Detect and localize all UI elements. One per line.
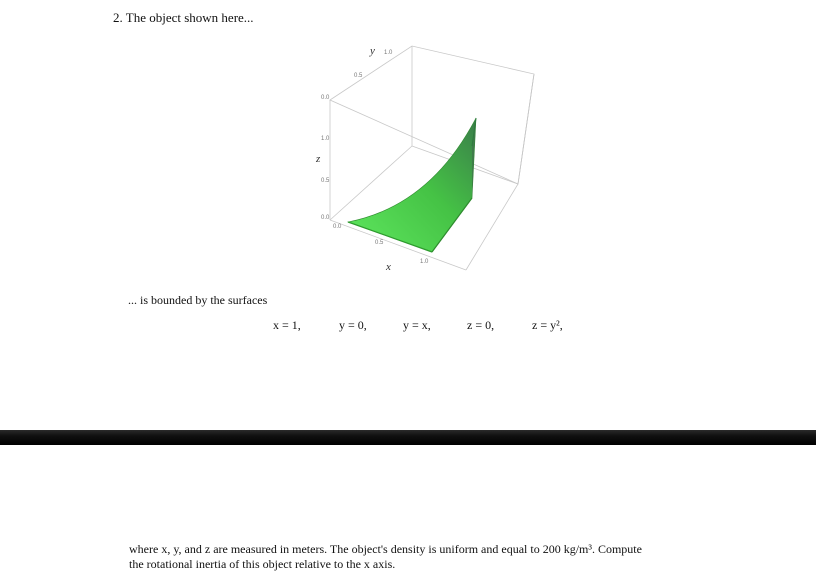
x-tick-0: 0.0 (333, 224, 342, 230)
equation-y-0: y = 0, (339, 318, 367, 332)
z-axis-label: z (316, 153, 321, 165)
equation-x-1: x = 1, (273, 318, 301, 332)
bounded-text: ... is bounded by the surfaces (128, 293, 268, 307)
surface-equations (270, 318, 590, 336)
paragraph-line-1: where x, y, and z are measured in meters. The object's density is uniform and equal to 200 kg/m³. Compute (129, 542, 642, 556)
page-divider (0, 430, 816, 445)
x-axis-label: x (386, 261, 391, 273)
y-tick-0: 0.0 (321, 95, 330, 101)
z-tick-2: 1.0 (321, 136, 330, 142)
y-axis-label: y (370, 45, 375, 57)
y-tick-1: 0.5 (354, 73, 363, 79)
x-tick-1: 0.5 (375, 240, 384, 246)
3d-plot (300, 38, 550, 278)
z-tick-1: 0.5 (321, 178, 330, 184)
equation-z-y2: z = y², (532, 318, 563, 332)
paragraph-line-2: the rotational inertia of this object relative to the x axis. (129, 557, 396, 571)
equation-y-x: y = x, (403, 318, 431, 332)
y-tick-2: 1.0 (384, 50, 393, 56)
equation-z-0: z = 0, (467, 318, 495, 332)
z-tick-0: 0.0 (321, 215, 330, 221)
x-tick-2: 1.0 (420, 259, 429, 265)
problem-paragraph (129, 542, 729, 572)
problem-heading: 2. The object shown here... (113, 10, 254, 25)
3d-plot-canvas (300, 38, 550, 278)
